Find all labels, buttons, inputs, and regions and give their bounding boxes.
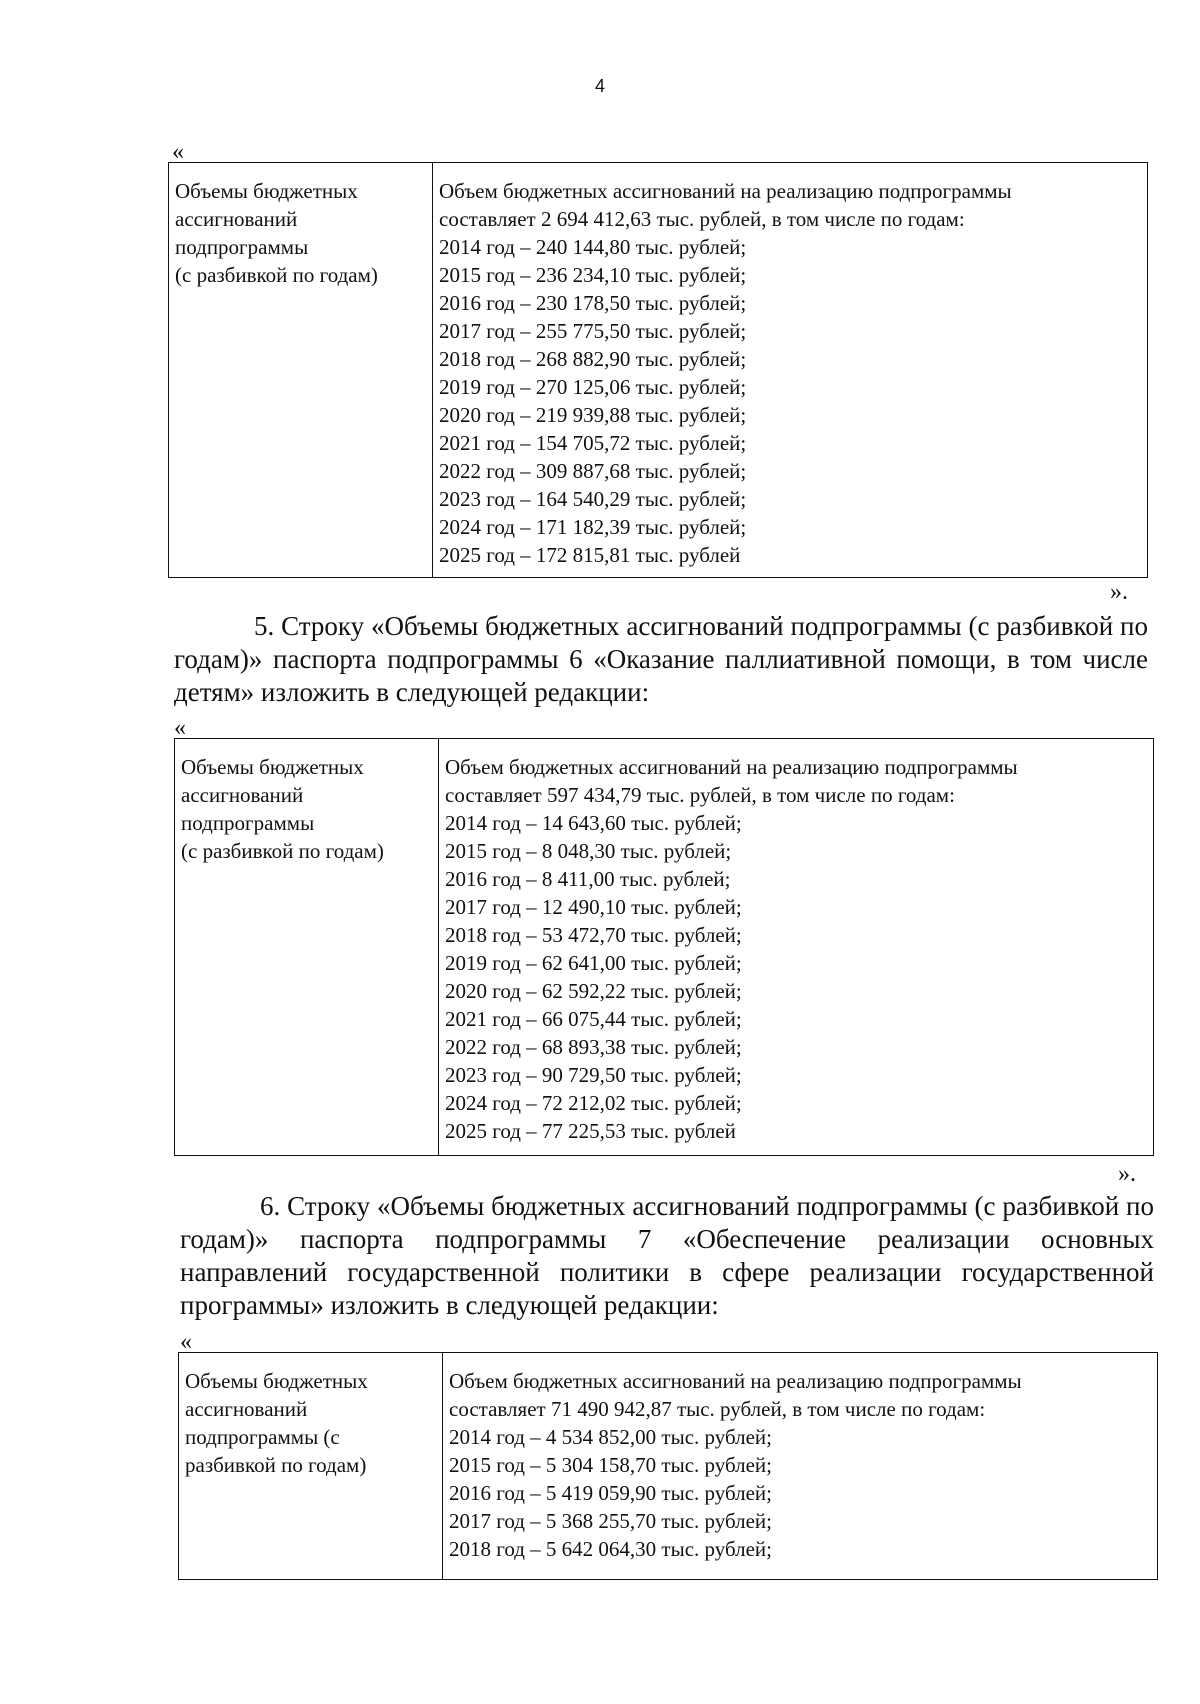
label-line: ассигнований [181, 783, 304, 807]
year-line: 2024 год – 72 212,02 тыс. рублей; [445, 1091, 742, 1115]
table-label-cell [175, 739, 439, 1156]
page-number: 4 [594, 76, 605, 96]
intro-line: Объем бюджетных ассигнований на реализацию подпрограммы [445, 755, 1018, 779]
year-line: 2015 год – 5 304 158,70 тыс. рублей; [449, 1453, 773, 1477]
year-line: 2024 год – 171 182,39 тыс. рублей; [439, 515, 747, 539]
label-line: разбивкой по годам) [185, 1453, 367, 1477]
year-line: 2018 год – 268 882,90 тыс. рублей; [439, 347, 747, 371]
paragraph-text: 6. Строку «Объемы бюджетных ассигнований подпрограммы (с разбивкой по годам)» паспорта подпрограммы 7 «Обеспечение реализации основных направлений государственной политики в сфере реализации государственной программы» изложить в следующей редакции: [180, 1191, 1154, 1320]
label-line: (с разбивкой по годам) [181, 839, 384, 863]
year-line: 2018 год – 53 472,70 тыс. рублей; [445, 923, 742, 947]
year-line: 2017 год – 255 775,50 тыс. рублей; [439, 319, 747, 343]
label-line: (с разбивкой по годам) [175, 263, 378, 287]
table-label-cell [179, 1353, 443, 1580]
year-line: 2023 год – 164 540,29 тыс. рублей; [439, 487, 747, 511]
open-quote: « [180, 1329, 192, 1355]
label-line: Объемы бюджетных [185, 1369, 368, 1393]
year-line: 2016 год – 8 411,00 тыс. рублей; [445, 867, 731, 891]
label-line: ассигнований [185, 1397, 308, 1421]
year-line: 2023 год – 90 729,50 тыс. рублей; [445, 1063, 742, 1087]
year-line: 2025 год – 77 225,53 тыс. рублей [445, 1119, 736, 1143]
label-line: подпрограммы (с [185, 1425, 340, 1449]
year-line: 2016 год – 230 178,50 тыс. рублей; [439, 291, 747, 315]
intro-line: Объем бюджетных ассигнований на реализацию подпрограммы [439, 179, 1012, 203]
year-line: 2022 год – 68 893,38 тыс. рублей; [445, 1035, 742, 1059]
year-line: 2019 год – 270 125,06 тыс. рублей; [439, 375, 747, 399]
year-line: 2018 год – 5 642 064,30 тыс. рублей; [449, 1537, 773, 1561]
close-quote: ». [1110, 579, 1128, 605]
paragraph-text: 5. Строку «Объемы бюджетных ассигнований подпрограммы (с разбивкой по годам)» паспорта подпрограммы 6 «Оказание паллиативной помощи, в том числе детям» изложить в следующей редакции: [174, 611, 1148, 707]
year-line: 2014 год – 14 643,60 тыс. рублей; [445, 811, 742, 835]
label-line: подпрограммы [175, 235, 309, 259]
year-line: 2017 год – 12 490,10 тыс. рублей; [445, 895, 742, 919]
year-line: 2019 год – 62 641,00 тыс. рублей; [445, 951, 742, 975]
paragraph-6 [180, 1190, 1154, 1322]
label-line: Объемы бюджетных [175, 179, 358, 203]
label-line: Объемы бюджетных [181, 755, 364, 779]
close-quote: ». [1118, 1161, 1136, 1187]
year-line: 2022 год – 309 887,68 тыс. рублей; [439, 459, 747, 483]
open-quote: « [174, 715, 186, 741]
year-line: 2014 год – 240 144,80 тыс. рублей; [439, 235, 747, 259]
year-line: 2017 год – 5 368 255,70 тыс. рублей; [449, 1509, 773, 1533]
label-line: подпрограммы [181, 811, 315, 835]
year-line: 2016 год – 5 419 059,90 тыс. рублей; [449, 1481, 773, 1505]
intro-line: составляет 597 434,79 тыс. рублей, в том числе по годам: [445, 783, 955, 807]
intro-line: Объем бюджетных ассигнований на реализацию подпрограммы [449, 1369, 1022, 1393]
year-line: 2015 год – 236 234,10 тыс. рублей; [439, 263, 747, 287]
year-line: 2021 год – 154 705,72 тыс. рублей; [439, 431, 747, 455]
year-line: 2020 год – 219 939,88 тыс. рублей; [439, 403, 747, 427]
table-label-cell [169, 163, 433, 578]
year-line: 2025 год – 172 815,81 тыс. рублей [439, 543, 741, 567]
year-line: 2020 год – 62 592,22 тыс. рублей; [445, 979, 742, 1003]
budget-table-1 [168, 162, 1148, 578]
intro-line: составляет 71 490 942,87 тыс. рублей, в том числе по годам: [449, 1397, 986, 1421]
table-value-cell [439, 739, 1154, 1156]
table-value-cell [443, 1353, 1158, 1580]
intro-line: составляет 2 694 412,63 тыс. рублей, в том числе по годам: [439, 207, 965, 231]
open-quote: « [172, 139, 184, 165]
label-line: ассигнований [175, 207, 298, 231]
year-line: 2021 год – 66 075,44 тыс. рублей; [445, 1007, 742, 1031]
year-line: 2014 год – 4 534 852,00 тыс. рублей; [449, 1425, 773, 1449]
table-value-cell [433, 163, 1148, 578]
paragraph-5 [174, 610, 1148, 709]
year-line: 2015 год – 8 048,30 тыс. рублей; [445, 839, 732, 863]
budget-table-3 [178, 1352, 1158, 1580]
budget-table-2 [174, 738, 1154, 1156]
